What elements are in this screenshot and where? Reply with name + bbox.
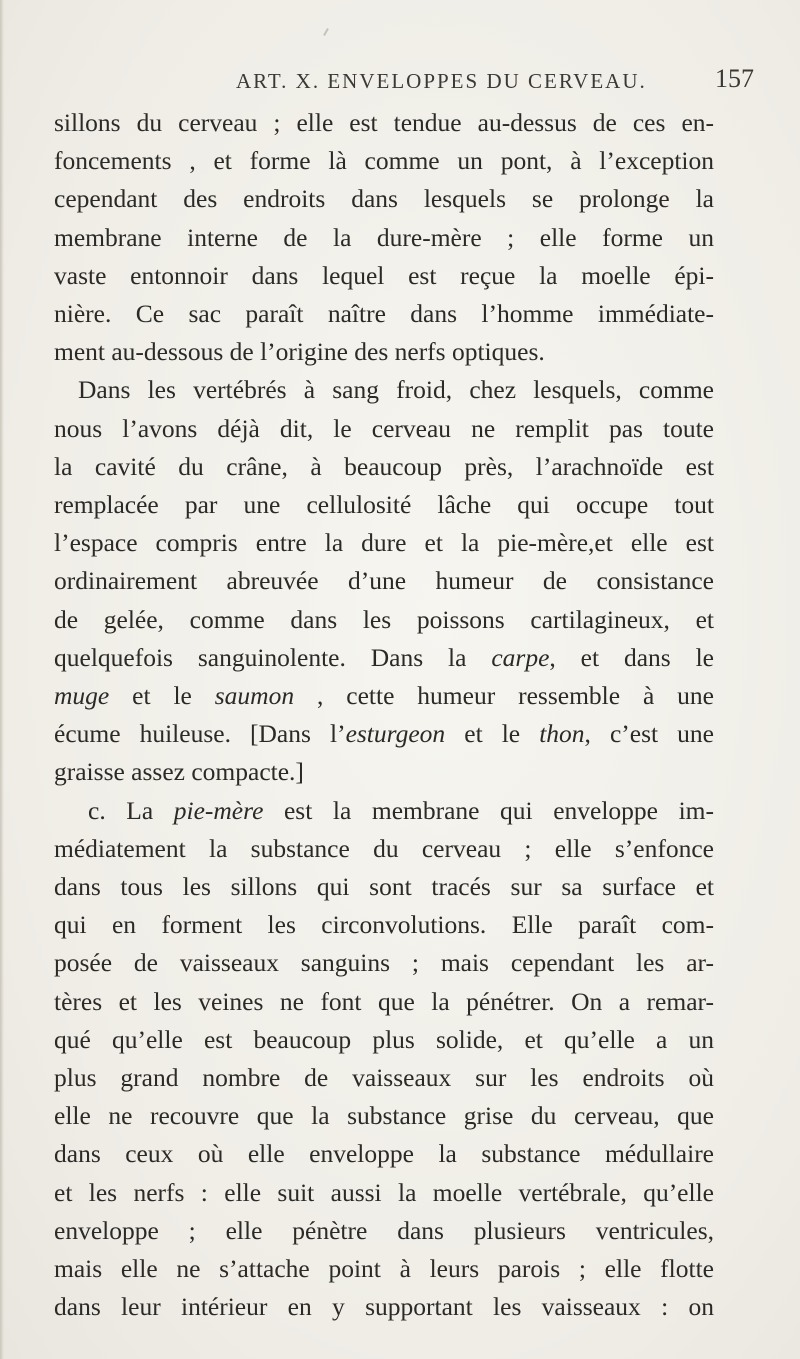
text-line: ordinairement abreuvée d’une humeur de consistance bbox=[54, 566, 714, 596]
text-line: ment au-dessous de l’origine des nerfs optiques. bbox=[54, 337, 545, 367]
text-line: elle ne recouvre que la substance grise du cerveau, que bbox=[54, 1101, 714, 1131]
text-line: qui en forment les circonvolutions. Elle paraît com- bbox=[54, 910, 714, 940]
text-line: qué qu’elle est beaucoup plus solide, et qu’elle a un bbox=[54, 1024, 714, 1054]
paper-speck bbox=[323, 28, 329, 36]
text-line: sillons du cerveau ; elle est tendue au-dessus de ces en- bbox=[54, 108, 714, 137]
italic-term: saumon bbox=[214, 681, 295, 711]
text-line bbox=[54, 677, 714, 715]
text-run: est la membrane qui enveloppe im- bbox=[263, 795, 714, 825]
text-line: enveloppe ; elle pénètre dans plusieurs ventricules, bbox=[54, 1215, 714, 1245]
text-line: membrane interne de la dure-mère ; elle forme un bbox=[54, 222, 714, 252]
text-run: quelquefois sanguinolente. Dans la bbox=[54, 642, 492, 672]
text-line: mais elle ne s’attache point à leurs parois ; elle flotte bbox=[54, 1254, 714, 1284]
text-line: et les nerfs : elle suit aussi la moelle vertébrale, qu’elle bbox=[54, 1177, 714, 1207]
text-line: plus grand nombre de vaisseaux sur les endroits où bbox=[54, 1063, 714, 1093]
text-line: nière. Ce sac paraît naître dans l’homme immédiate- bbox=[54, 299, 714, 329]
page-edge-shadow bbox=[0, 0, 4, 1359]
text-run: , et dans le bbox=[549, 642, 714, 672]
text-line: de gelée, comme dans les poissons cartilagineux, et bbox=[54, 604, 714, 634]
text-line bbox=[54, 639, 714, 677]
italic-term: pie-mère bbox=[173, 795, 264, 825]
text-line: médiatement la substance du cerveau ; elle s’enfonce bbox=[54, 833, 714, 863]
text-line: tères et les veines ne font que la pénétrer. On a remar- bbox=[54, 986, 714, 1016]
text-line: l’espace compris entre la dure et la pie-mère,et elle est bbox=[54, 528, 714, 558]
text-line: cependant des endroits dans lesquels se prolonge la bbox=[54, 184, 714, 214]
text-line: nous l’avons déjà dit, le cerveau ne remplit pas toute bbox=[54, 413, 714, 443]
body-text bbox=[54, 104, 714, 1327]
running-title: ART. X. ENVELOPPES DU CERVEAU. bbox=[236, 69, 647, 93]
text-run: et le bbox=[109, 681, 215, 711]
italic-term: carpe bbox=[491, 642, 550, 672]
text-line: dans ceux où elle enveloppe la substance médullaire bbox=[54, 1139, 714, 1169]
text-line: posée de vaisseaux sanguins ; mais cependant les ar- bbox=[54, 948, 714, 978]
text-run: , cette humeur ressemble à une bbox=[294, 681, 714, 711]
text-line: foncements , et forme là comme un pont, à l’exception bbox=[54, 146, 714, 176]
italic-term: esturgeon bbox=[345, 719, 446, 749]
text-run: c. La bbox=[88, 795, 174, 825]
text-run: et le bbox=[445, 719, 540, 749]
text-line bbox=[54, 715, 714, 753]
italic-term: thon bbox=[539, 719, 585, 749]
text-line: vaste entonnoir dans lequel est reçue la moelle épi- bbox=[54, 260, 714, 290]
text-line: remplacée par une cellulosité lâche qui occupe tout bbox=[54, 490, 714, 520]
page-number: 157 bbox=[715, 64, 754, 93]
text-run: , c’est une bbox=[584, 719, 714, 749]
text-line: dans leur intérieur en y supportant les vaisseaux : on bbox=[54, 1292, 714, 1322]
text-line bbox=[54, 792, 714, 830]
text-line: graisse assez compacte.] bbox=[54, 757, 304, 787]
text-line: la cavité du crâne, à beaucoup près, l’arachnoïde est bbox=[54, 451, 714, 481]
text-run: écume huileuse. [Dans l’ bbox=[54, 719, 346, 749]
text-line: dans tous les sillons qui sont tracés sur sa surface et bbox=[54, 872, 714, 902]
text-line: Dans les vertébrés à sang froid, chez lesquels, comme bbox=[78, 375, 714, 405]
italic-term: muge bbox=[54, 681, 110, 711]
